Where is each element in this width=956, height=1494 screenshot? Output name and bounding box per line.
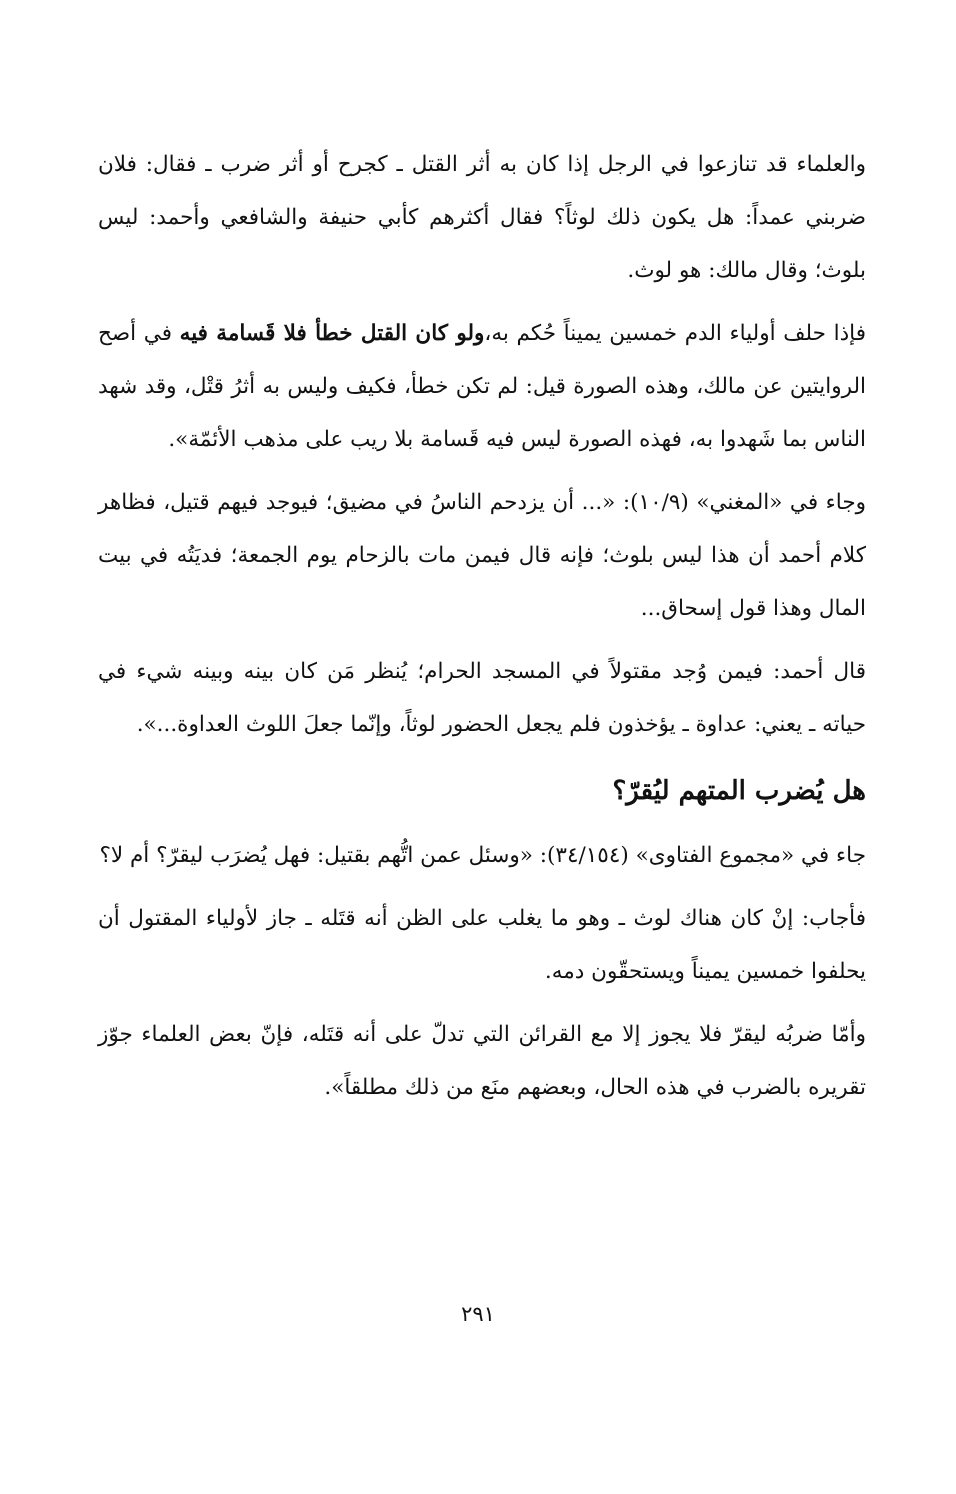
page-body bbox=[98, 138, 866, 1124]
paragraph-2-text-end: في أصح الروايتين عن مالك، وهذه الصورة قيل: لم تكن خطأ، فكيف وليس به أثرُ قتْل، وقد شهد الناس بما شَهدوا به، فهذه الصورة ليس فيه قَسامة بلا ريب على مذهب الأئمّة». bbox=[98, 321, 866, 452]
paragraph-2 bbox=[98, 307, 866, 466]
paragraph-2-text-start: فإذا حلف أولياء الدم خمسين يميناً حُكم به، bbox=[484, 321, 866, 346]
paragraph-4: قال أحمد: فيمن وُجد مقتولاً في المسجد الحرام؛ يُنظر مَن كان بينه وبينه شيء في حياته ـ يعني: عداوة ـ يؤخذون فلم يجعل الحضور لوثاً، وإنّما جعلَ اللوث العداوة...». bbox=[98, 659, 866, 737]
page-number: ٢٩١ bbox=[461, 1302, 495, 1326]
paragraph-7: وأمّا ضربُه ليقرّ فلا يجوز إلا مع القرائن التي تدلّ على أنه قتَله، فإنّ بعض العلماء جوّز تقريره بالضرب في هذه الحال، وبعضهم منَع من ذلك مطلقاً». bbox=[98, 1022, 866, 1100]
section-heading: هل يُضرب المتهم ليُقرّ؟ bbox=[612, 776, 866, 806]
paragraph-2-bold-text: ولو كان القتل خطأ فلا قَسامة فيه bbox=[179, 321, 485, 346]
paragraph-3: وجاء في «المغني» (١٠/٩): «... أن يزدحم الناسُ في مضيق؛ فيوجد فيهم قتيل، فظاهر كلام أحمد أن هذا ليس بلوث؛ فإنه قال فيمن مات بالزحام يوم الجمعة؛ فديَتُه في بيت المال وهذا قول إسحاق... bbox=[98, 490, 867, 621]
paragraph-1: والعلماء قد تنازعوا في الرجل إذا كان به أثر القتل ـ كجرح أو أثر ضرب ـ فقال: فلان ضربني عمداً: هل يكون ذلك لوثاً؟ فقال أكثرهم كأبي حنيفة والشافعي وأحمد: ليس بلوث؛ وقال مالك: هو لوث. bbox=[98, 152, 866, 283]
paragraph-6: فأجاب: إنْ كان هناك لوث ـ وهو ما يغلب على الظن أنه قتَله ـ جاز لأولياء المقتول أن يحلفوا خمسين يميناً ويستحقّون دمه. bbox=[98, 906, 866, 984]
paragraph-5: جاء في «مجموع الفتاوى» (٣٤/١٥٤): «وسئل عمن اتُّهم بقتيل: فهل يُضرَب ليقرّ؟ أم لا؟ bbox=[99, 843, 866, 868]
